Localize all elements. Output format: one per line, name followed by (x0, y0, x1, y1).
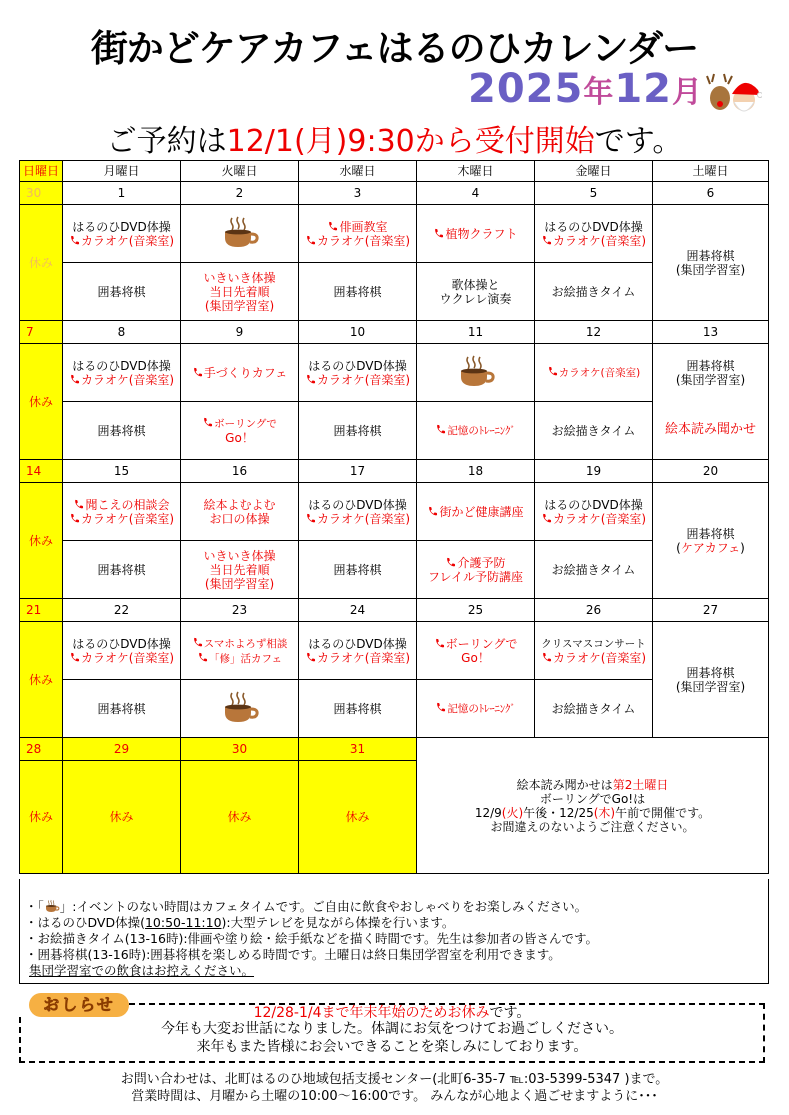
date-number: 18 (417, 460, 535, 483)
saturday-cell: 囲碁将棋 (ケアカフェ) (653, 483, 769, 599)
date-number: 14 (20, 460, 63, 483)
date-row (20, 182, 769, 205)
phone-icon (541, 513, 552, 524)
date-number: 6 (653, 182, 769, 205)
event-cell: 記憶のﾄﾚｰﾆﾝｸﾞ (417, 402, 535, 460)
event-cell (417, 344, 535, 402)
date-number: 13 (653, 321, 769, 344)
phone-icon (69, 652, 80, 663)
reservation-notice: ご予約は12/1(月)9:30から受付開始です。 (106, 124, 683, 159)
holiday-cell: 休み (181, 761, 299, 874)
event-cell: クリスマスコンサート カラオケ(音楽室) (535, 622, 653, 680)
date-number: 23 (181, 599, 299, 622)
holiday-cell: 休み (63, 761, 181, 874)
date-number: 16 (181, 460, 299, 483)
weekday-header: 日曜日 (20, 161, 63, 182)
am-row (20, 344, 769, 402)
notice-badge: おしらせ (29, 993, 129, 1017)
event-cell: 囲碁将棋 (299, 402, 417, 460)
weekday-header-row (20, 161, 769, 182)
event-cell: 囲碁将棋 (299, 263, 417, 321)
phone-icon (547, 366, 558, 377)
weekday-header: 木曜日 (417, 161, 535, 182)
event-cell: 絵本よむよむ お口の体操 (181, 483, 299, 541)
event-cell (181, 205, 299, 263)
page-title: 街かどケアカフェはるのひカレンダー (90, 27, 699, 70)
phone-icon (192, 637, 203, 648)
phone-icon (541, 652, 552, 663)
date-number: 25 (417, 599, 535, 622)
phone-icon (435, 424, 446, 435)
date-number: 12 (535, 321, 653, 344)
event-cell: 聞こえの相談会 カラオケ(音楽室) (63, 483, 181, 541)
sunday-closed-label: 休み (20, 622, 63, 738)
am-row (20, 205, 769, 263)
notice-line: 今年も大変お世話になりました。体調にお気をつけてお過ごしください。 (161, 1021, 623, 1037)
sunday-closed-label: 休み (20, 483, 63, 599)
phone-icon (305, 235, 316, 246)
date-number: 8 (63, 321, 181, 344)
footnotes (19, 879, 769, 984)
phone-icon (427, 506, 438, 517)
event-cell: 歌体操と ウクレレ演奏 (417, 263, 535, 321)
weekday-header: 金曜日 (535, 161, 653, 182)
coffee-cup-icon (220, 690, 260, 724)
date-number: 21 (20, 599, 63, 622)
phone-icon (197, 652, 208, 663)
date-number: 24 (299, 599, 417, 622)
phone-icon (305, 374, 316, 385)
saturday-cell: 囲碁将棋 (集団学習室) (653, 205, 769, 321)
event-cell: はるのひDVD体操 カラオケ(音楽室) (535, 483, 653, 541)
weekday-header: 月曜日 (63, 161, 181, 182)
coffee-cup-icon (44, 899, 60, 913)
footnote-line: ・お絵描きタイム(13-16時):俳画や塗り絵・絵手紙などを描く時間です。先生は参加者の皆さんです。 (25, 931, 599, 946)
footnote-line: ・囲碁将棋(13-16時):囲碁将棋を楽しめる時間です。土曜日は終日集団学習室を利用できます。 (25, 947, 561, 962)
phone-icon (69, 235, 80, 246)
event-cell: お絵描きタイム (535, 680, 653, 738)
event-cell: 囲碁将棋 (63, 541, 181, 599)
date-number: 30 (181, 738, 299, 761)
phone-icon (435, 702, 446, 713)
event-cell: 植物クラフト (417, 205, 535, 263)
date-number: 3 (299, 182, 417, 205)
event-cell: はるのひDVD体操 カラオケ(音楽室) (63, 344, 181, 402)
coffee-cup-icon (456, 354, 496, 388)
event-cell: 囲碁将棋 (63, 680, 181, 738)
date-number: 20 (653, 460, 769, 483)
phone-icon (192, 367, 203, 378)
event-cell: はるのひDVD体操 カラオケ(音楽室) (299, 483, 417, 541)
event-cell: はるのひDVD体操 カラオケ(音楽室) (63, 205, 181, 263)
calendar-table (19, 160, 769, 874)
event-cell: はるのひDVD体操 カラオケ(音楽室) (63, 622, 181, 680)
date-number: 11 (417, 321, 535, 344)
santa-icon (706, 72, 762, 118)
date-number: 10 (299, 321, 417, 344)
event-cell: 街かど健康講座 (417, 483, 535, 541)
date-row (20, 599, 769, 622)
date-number: 19 (535, 460, 653, 483)
sunday-closed-label: 休み (20, 205, 63, 321)
event-cell: ボーリングで Go！ (181, 402, 299, 460)
date-number: 4 (417, 182, 535, 205)
event-cell: いきいき体操 当日先着順 (集団学習室) (181, 263, 299, 321)
phone-icon (305, 652, 316, 663)
hours-line: 営業時間は、月曜から土曜の10:00～16:00です。 みんなが心地よく過ごせますように･･･ (131, 1089, 658, 1104)
event-cell: はるのひDVD体操 カラオケ(音楽室) (299, 344, 417, 402)
event-cell: 絵本読み聞かせ (653, 402, 769, 460)
footnote-line: ・はるのひDVD体操(10:50-11:10):大型テレビを見ながら体操を行います。 (25, 915, 455, 930)
holiday-cell: 休み (299, 761, 417, 874)
date-row (20, 460, 769, 483)
saturday-cell: 囲碁将棋 (集団学習室) (653, 344, 769, 402)
event-cell: いきいき体操 当日先着順 (集団学習室) (181, 541, 299, 599)
phone-icon (433, 228, 444, 239)
am-row (20, 622, 769, 680)
month-label: 2025年12月 (468, 66, 703, 112)
phone-icon (73, 499, 84, 510)
event-cell: 囲碁将棋 (63, 402, 181, 460)
date-number: 30 (20, 182, 63, 205)
phone-icon (327, 221, 338, 232)
date-number: 17 (299, 460, 417, 483)
event-cell: スマホよろず相談 「修」活カフェ (181, 622, 299, 680)
event-cell: 介護予防 フレイル予防講座 (417, 541, 535, 599)
event-cell: はるのひDVD体操 カラオケ(音楽室) (535, 205, 653, 263)
date-number: 1 (63, 182, 181, 205)
event-cell: お絵描きタイム (535, 263, 653, 321)
phone-icon (434, 638, 445, 649)
footnote-line: ・「 」:イベントのない時間はカフェタイムです。ご自由に飲食やおしゃべりをお楽しみください。 (25, 899, 588, 914)
event-cell: 囲碁将棋 (299, 680, 417, 738)
coffee-cup-icon (220, 215, 260, 249)
event-cell: お絵描きタイム (535, 402, 653, 460)
weekday-header: 水曜日 (299, 161, 417, 182)
date-number: 7 (20, 321, 63, 344)
weekday-header: 土曜日 (653, 161, 769, 182)
date-number: 2 (181, 182, 299, 205)
event-cell: はるのひDVD体操 カラオケ(音楽室) (299, 622, 417, 680)
event-cell: お絵描きタイム (535, 541, 653, 599)
footnote-line: 集団学習室での飲食はお控えください。 (29, 963, 255, 978)
date-row (20, 738, 769, 761)
saturday-cell: 囲碁将棋 (集団学習室) (653, 622, 769, 738)
phone-icon (202, 417, 213, 428)
date-number: 15 (63, 460, 181, 483)
notice-line: 12/28-1/4まで年末年始のためお休みです。 (253, 1005, 531, 1021)
date-number: 29 (63, 738, 181, 761)
notice-box (19, 993, 765, 1063)
note-cell: 絵本読み聞かせは第2土曜日 ボーリングでGo!は 12/9(火)午後・12/25(木)午前で開催です。 お間違えのないようご注意ください。 (417, 738, 769, 874)
phone-icon (305, 513, 316, 524)
event-cell: 手づくりカフェ (181, 344, 299, 402)
event-cell: 囲碁将棋 (63, 263, 181, 321)
event-cell: 俳画教室 カラオケ(音楽室) (299, 205, 417, 263)
event-cell: カラオケ(音楽室) (535, 344, 653, 402)
contact-line: お問い合わせは、北町はるのひ地域包括支援センター(北町6-35-7 ℡:03-5399-5347 )まで。 (120, 1072, 669, 1087)
date-number: 22 (63, 599, 181, 622)
date-number: 26 (535, 599, 653, 622)
date-number: 5 (535, 182, 653, 205)
phone-icon (445, 557, 456, 568)
weekday-header: 火曜日 (181, 161, 299, 182)
sunday-closed-label: 休み (20, 344, 63, 460)
pm-row (20, 402, 769, 460)
phone-icon (541, 235, 552, 246)
date-number: 9 (181, 321, 299, 344)
event-cell: 記憶のﾄﾚｰﾆﾝｸﾞ (417, 680, 535, 738)
date-number: 28 (20, 738, 63, 761)
date-number: 31 (299, 738, 417, 761)
notice-line: 来年もまた皆様にお会いできることを楽しみにしております。 (196, 1039, 588, 1055)
date-row (20, 321, 769, 344)
event-cell: ボーリングで Go！ (417, 622, 535, 680)
am-row (20, 483, 769, 541)
event-cell (181, 680, 299, 738)
date-number: 27 (653, 599, 769, 622)
event-cell: 囲碁将棋 (299, 541, 417, 599)
sunday-closed-label: 休み (20, 761, 63, 874)
phone-icon (69, 374, 80, 385)
phone-icon (69, 513, 80, 524)
